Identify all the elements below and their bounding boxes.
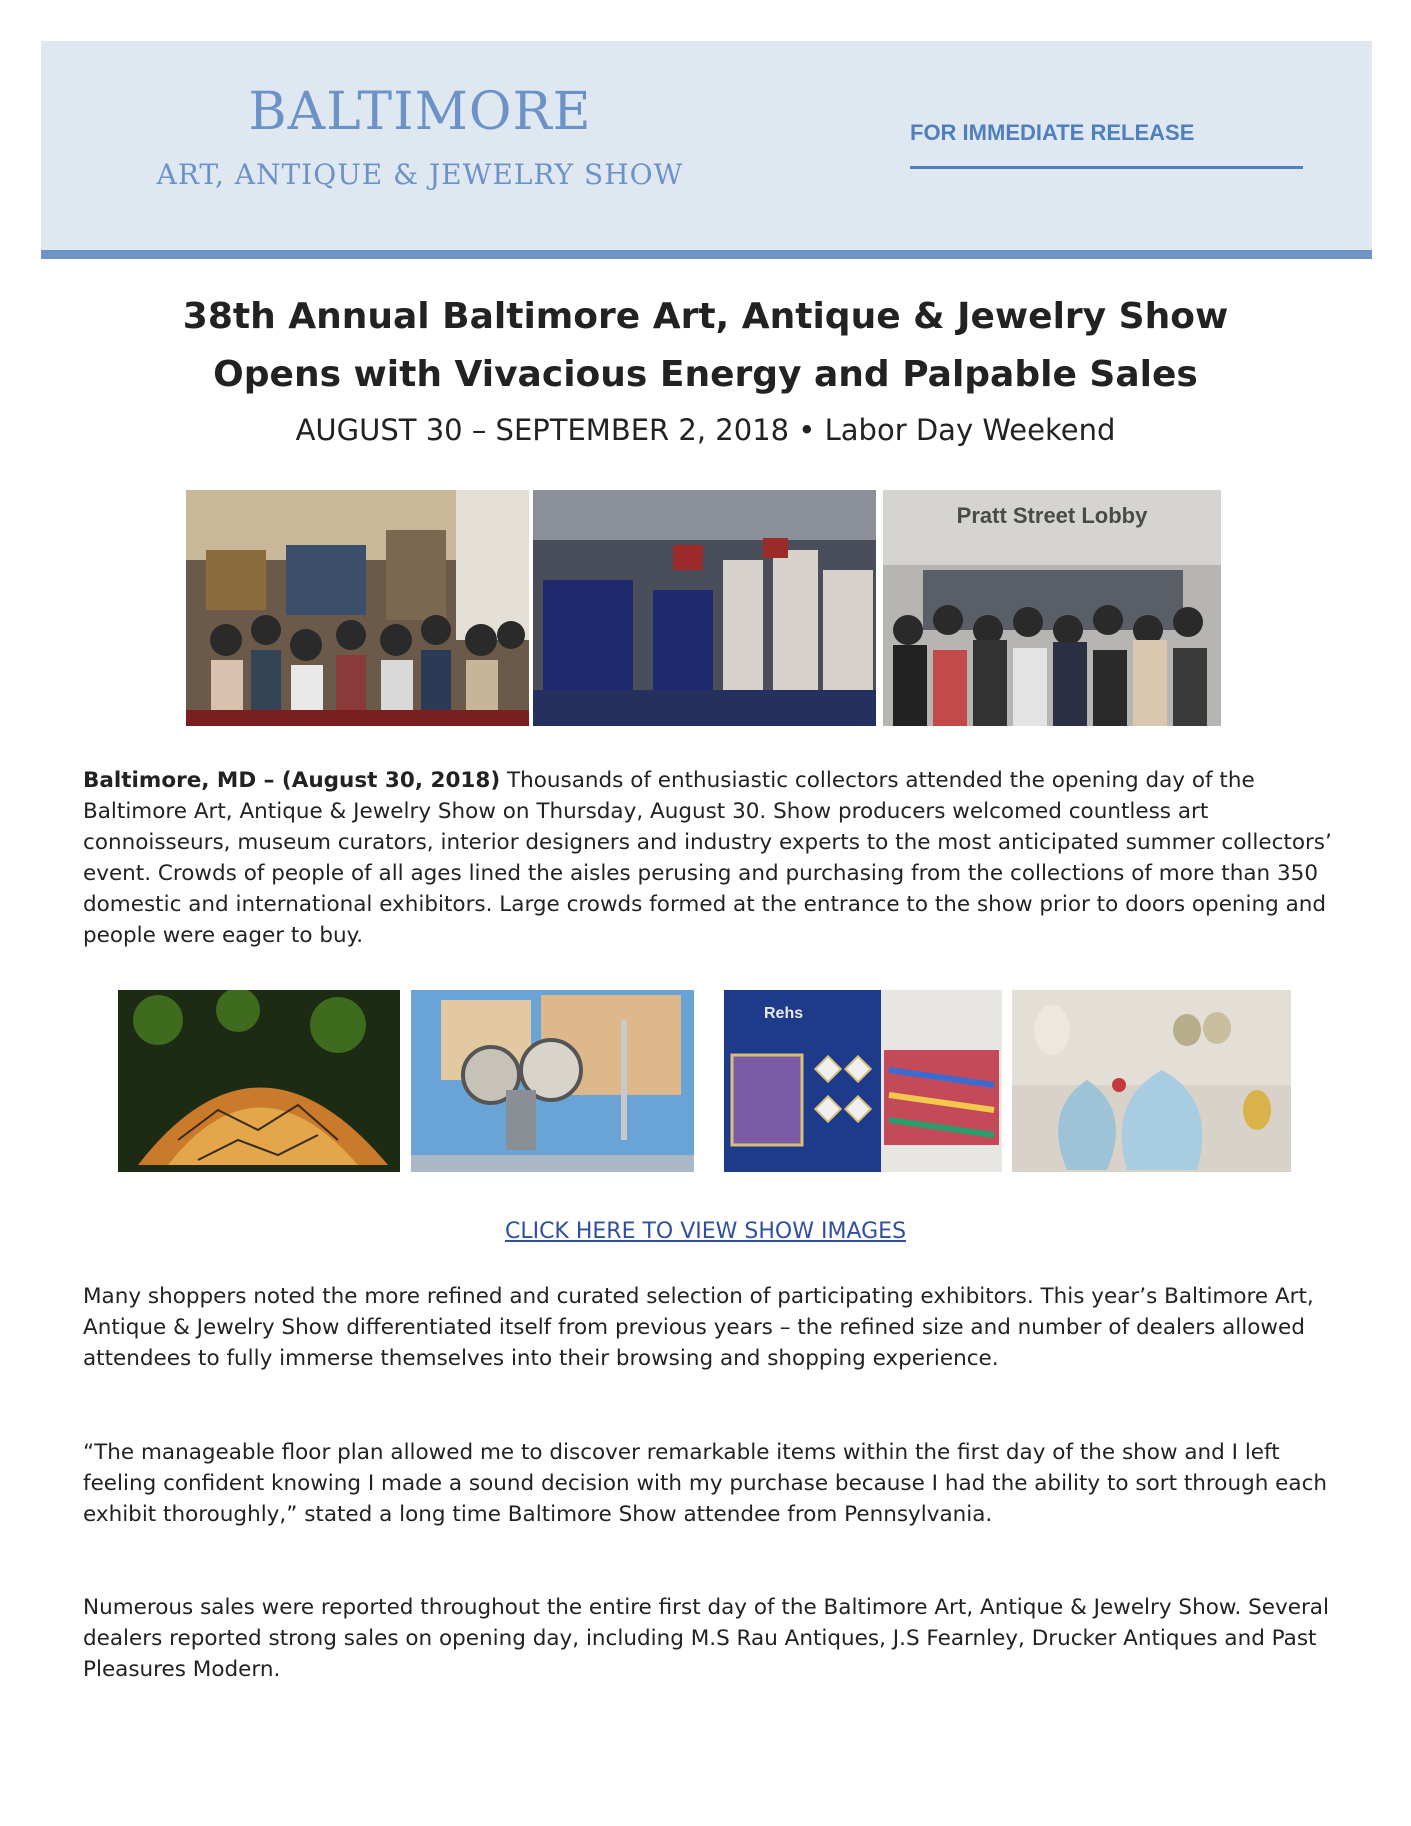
headline-line-1: 38th Annual Baltimore Art, Antique & Jewelry Show xyxy=(182,296,1229,337)
paragraph-refined-selection: Many shoppers noted the more refined and curated selection of participating exhibitors. This year’s Baltimore Art, Antique & Jewelry Show differentiated itself from previous years – the refined size and number of dealers allowed attendees to fully immerse themselves into their browsing and shopping experience. xyxy=(83,1284,1314,1371)
photo-crowd-booths xyxy=(186,490,529,726)
paragraph-sales: Numerous sales were reported throughout the entire first day of the Baltimore Art, Antique & Jewelry Show. Several dealers reported strong sales on opening day, including M.S Rau Antiques, J.S Fearnley, Drucker Antiques and Past Pleasures Modern. xyxy=(83,1595,1329,1682)
logo-subtitle: ART, ANTIQUE & JEWELRY SHOW xyxy=(156,158,684,191)
view-show-images-link[interactable]: CLICK HERE TO VIEW SHOW IMAGES xyxy=(504,1219,907,1244)
photo-pottery-vases xyxy=(1012,990,1291,1172)
gallery-sign-text: Rehs xyxy=(764,1005,804,1022)
release-underline xyxy=(910,166,1303,169)
photo-pratt-street-lobby xyxy=(883,490,1221,726)
release-label: FOR IMMEDIATE RELEASE xyxy=(910,120,1195,145)
headline-line-2: Opens with Vivacious Energy and Palpable Sales xyxy=(213,354,1198,395)
lobby-sign-text: Pratt Street Lobby xyxy=(956,503,1148,528)
logo-title: BALTIMORE xyxy=(248,82,592,142)
photo-show-floor xyxy=(533,490,876,726)
photo-rehs-gallery xyxy=(724,990,1002,1172)
paragraph-opening xyxy=(83,765,1343,951)
header-rule xyxy=(41,250,1372,259)
photo-tiffany-lamp xyxy=(118,990,400,1172)
paragraph-opening-text: Thousands of enthusiastic collectors attended the opening day of the Baltimore Art, Antique & Jewelry Show on Thursday, August 30. Show producers welcomed countless art connoisseurs, museum curators, interior designers and industry experts to the most anticipated summer collectors’ event. Crowds of people of all ages lined the aisles perusing and purchasing from the collections of more than 350 domestic and international exhibitors. Large crowds formed at the entrance to the show prior to doors opening and people were eager to buy. xyxy=(83,768,1332,948)
photo-binoculars-maps xyxy=(411,990,694,1172)
show-dates: AUGUST 30 – SEPTEMBER 2, 2018 • Labor Day Weekend xyxy=(295,413,1116,447)
dateline: Baltimore, MD – (August 30, 2018) xyxy=(83,768,501,793)
paragraph-attendee-quote: “The manageable floor plan allowed me to discover remarkable items within the first day of the show and I left feeling confident knowing I made a sound decision with my purchase because I had the ability to sort through each exhibit thoroughly,” stated a long time Baltimore Show attendee from Pennsylvania. xyxy=(83,1440,1328,1527)
